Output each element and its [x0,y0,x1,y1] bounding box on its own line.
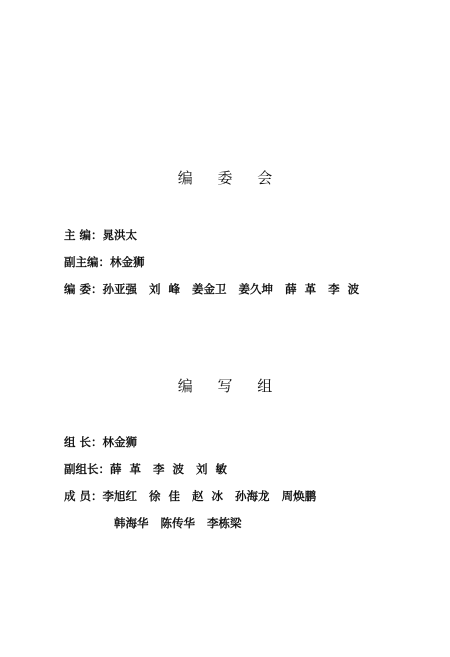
group-members-names: 李旭红 徐 佳 赵 冰 孙海龙 周焕鹏 [102,489,317,503]
deputy-leader-label: 副组长： [64,462,110,476]
group-members-names-continued: 韩海华 陈传华 李栋梁 [114,516,242,530]
deputy-chief-editor-name: 林金狮 [110,255,145,269]
deputy-chief-editor-label: 副主编： [64,255,110,269]
committee-heading: 编 委 会 [177,169,283,187]
chief-editor-row [64,227,137,243]
writing-group-heading: 编 写 组 [177,377,283,395]
group-leader-row [64,434,137,450]
committee-members-label: 编 委： [64,282,103,296]
deputy-leader-row [64,461,227,477]
group-leader-label: 组 长： [64,435,103,449]
group-members-label: 成 员： [64,489,103,503]
committee-members-row [64,281,359,297]
chief-editor-label: 主 编： [64,228,103,242]
group-members-row [64,488,316,504]
committee-members-names: 孙亚强 刘 峰 姜金卫 姜久坤 薛 革 李 波 [102,282,360,296]
chief-editor-name: 晁洪太 [102,228,138,242]
group-leader-name: 林金狮 [102,435,138,449]
deputy-chief-editor-row [64,254,145,270]
deputy-leader-names: 薛 革 李 波 刘 敏 [110,462,228,476]
group-members-continued-row [114,515,242,531]
